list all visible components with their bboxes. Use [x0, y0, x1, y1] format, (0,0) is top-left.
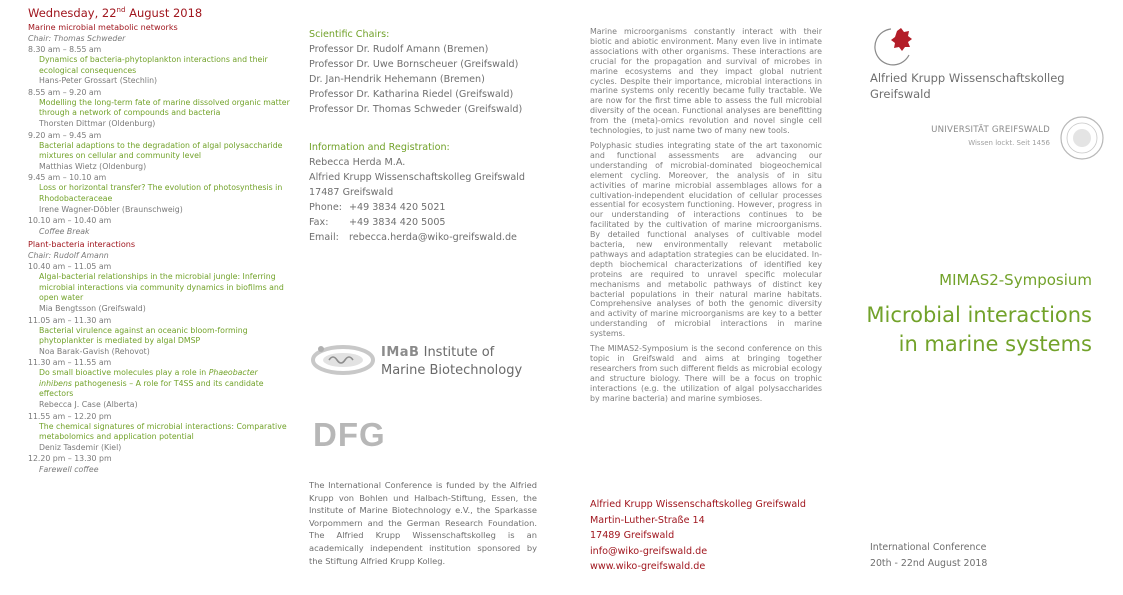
university-slogan: Wissen lockt. Seit 1456	[968, 139, 1050, 147]
talk-title: Modelling the long-term fate of marine dissolved organic matter through a network of compounds and bacteria	[39, 97, 290, 118]
talk-title: The chemical signatures of microbial interactions: Comparative metabolomics and application potential	[39, 421, 287, 442]
address-block	[590, 497, 806, 575]
cover-panel	[862, 0, 1102, 595]
talk-speaker: Hans-Peter Grossart (Stechlin)	[39, 76, 158, 86]
intro-panel	[590, 0, 822, 595]
talk-title: Do small bioactive molecules play a role in Phaeobacter inhibens pathogenesis – A role for T4SS and its candidate effectors	[39, 368, 264, 399]
talk-title: Loss or horizontal transfer? The evolution of photosynthesis in Rhodobacteraceae	[39, 183, 283, 203]
funding-text: The International Conference is funded by the Alfried Krupp von Bohlen und Halbach-Stiftung, Essen, the Institute of Marine Biotechnology e.V., the Sparkasse Vorpommern and the German Research Foundation. The Alfried Krupp Wissenschaftskolleg is an academically independent institution sponsored by the Stiftung Alfried Krupp Kolleg.	[309, 480, 537, 566]
registration-heading: Information and Registration:	[309, 142, 450, 153]
break-time: 10.10 am – 10.40 am	[28, 216, 112, 226]
imab-logo: IMaB Institute of Marine Biotechnology	[309, 340, 544, 390]
talk-time: 8.30 am – 8.55 am	[28, 45, 102, 54]
chair-name: Professor Dr. Rudolf Amann (Bremen)	[309, 44, 489, 55]
intro-paragraph: The MIMAS2-Symposium is the second conference on this topic in Greifswald and aims at bringing together researchers from such different fields as microbial ecology and structure biology. There will be a focus on trophic interactions (e.g. the utilization of algal polysaccharides by marine bacteria) and marine symbioses.	[590, 344, 822, 403]
chair-name: Professor Dr. Katharina Riedel (Greifswald)	[309, 89, 514, 100]
program-date: Wednesday, 22nd August 2018	[28, 6, 203, 20]
email-link[interactable]: rebecca.herda@wiko-greifswald.de	[349, 232, 517, 243]
session-chair: Chair: Rudolf Amann	[28, 251, 109, 261]
registration-block	[309, 140, 547, 245]
talk-speaker: Noa Barak-Gavish (Rehovot)	[39, 346, 150, 356]
chair-name: Professor Dr. Uwe Bornscheuer (Greifswald)	[309, 59, 519, 70]
end-time: 12.20 pm – 13.30 pm	[28, 454, 112, 464]
talk-speaker: Mia Bengtsson (Greifswald)	[39, 303, 146, 313]
scientific-chairs	[309, 27, 547, 117]
address-email-link[interactable]: info@wiko-greifswald.de	[590, 545, 708, 557]
symposium-name: MIMAS2-Symposium	[939, 271, 1092, 289]
address-org: Alfried Krupp Wissenschaftskolleg Greifswald	[590, 499, 806, 510]
talk-speaker: Irene Wagner-Döbler (Braunschweig)	[39, 204, 183, 214]
talk-time: 9.45 am – 10.10 am	[28, 173, 107, 183]
session-title: Plant-bacteria interactions	[28, 239, 136, 250]
talk-speaker: Deniz Tasdemir (Kiel)	[39, 442, 122, 452]
talk-time: 9.20 am – 9.45 am	[28, 130, 102, 140]
svg-text:DFG: DFG	[313, 418, 386, 450]
wiko-griffin-icon	[870, 25, 918, 67]
chair-name: Dr. Jan-Hendrik Hehemann (Bremen)	[309, 74, 485, 85]
university-name: UNIVERSITÄT GREIFSWALD	[931, 125, 1050, 135]
talk-time: 11.05 am – 11.30 am	[28, 315, 112, 325]
address-city: 17489 Greifswald	[590, 530, 675, 541]
talk-title: Bacterial adaptions to the degradation of algal polysaccharide mixtures on cellular and community level	[39, 140, 283, 161]
talk-title: Dynamics of bacteria-phytoplankton interactions and their ecological consequences	[39, 55, 268, 75]
university-logo	[912, 114, 1112, 158]
imab-emblem-icon	[309, 340, 377, 380]
registration-city: 17487 Greifswald	[309, 187, 394, 198]
university-seal-icon	[1058, 114, 1106, 162]
talk-title: Algal-bacterial relationships in the microbial jungle: Inferring microbial interactions via community dynamics in biofilms and open water	[39, 272, 284, 303]
talk-time: 11.55 am – 12.20 pm	[28, 411, 112, 421]
phone-row: Phone: +49 3834 420 5021	[309, 202, 446, 213]
dfg-logo	[313, 418, 403, 454]
chairs-heading: Scientific Chairs:	[309, 29, 390, 40]
dfg-logo-icon	[313, 418, 403, 450]
address-street: Martin-Luther-Straße 14	[590, 514, 705, 526]
talk-time: 11.30 am – 11.55 am	[28, 358, 112, 368]
fax-row: Fax: +49 3834 420 5005	[309, 217, 446, 228]
talk-speaker: Thorsten Dittmar (Oldenburg)	[39, 118, 156, 128]
session-title: Marine microbial metabolic networks	[28, 22, 178, 32]
info-panel	[309, 0, 547, 595]
talk-time: 10.40 am – 11.05 am	[28, 262, 112, 272]
talk-time: 8.55 am – 9.20 am	[28, 87, 102, 97]
intro-paragraph: Polyphasic studies integrating state of the art taxonomic and functional assessments are advancing our understanding of microbial-dominated biogeochemical element cycling. Moreover, the analysis of in situ activities of marine microbial assemblages allows for a cultivation-independent elucidation of cellular processes essential for ecosystem functioning. However, progress in our understanding of interactions continues to be facilitated by the cultivation of marine microorganisms. By detailed functional analyses of cultivable model bacteria, new environmentally relevant metabolic pathways and adaptation strategies can be elucidated. In-depth biochemical characterizations of identified key proteins are required to unravel specific molecular mechanisms and metabolic pathways of distinct key bacterial populations in their natural marine habitats. Comprehensive analyses of both the genomic diversity and activity of marine microorganisms are key to a better understanding of microbial interactions in marine systems.	[590, 140, 822, 339]
break-label: Coffee Break	[39, 227, 90, 237]
talk-speaker: Rebecca J. Case (Alberta)	[39, 400, 138, 410]
program-panel	[28, 0, 290, 595]
cover-title: Microbial interactions in marine systems	[866, 303, 1092, 356]
registration-contact: Rebecca Herda M.A.	[309, 157, 406, 168]
wiko-name: Alfried Krupp Wissenschaftskolleg Greifswald	[870, 71, 1065, 101]
conference-info: International Conference 20th - 22nd August 2018	[870, 542, 988, 569]
intro-paragraph: Marine microorganisms constantly interact with their biotic and abiotic environment. Many even live in intimate associations with other organisms. These interactions are crucial for the propagation and survival of microbes in marine ecosystems and they impact global nutrient cycles. Despite their importance, microbial interactions in marine systems only recently became fully tractable. We are now for the first time able to assess the full microbial diversity of the ocean. Functional analyses are benefitting from the (meta)-omics revolution and novel single cell technologies, to just name two of many new tools.	[590, 27, 822, 136]
talk-title: Bacterial virulence against an oceanic bloom-forming phytoplankter is mediated by algal DMSP	[39, 325, 248, 346]
address-website-link[interactable]: www.wiko-greifswald.de	[590, 561, 706, 572]
registration-org: Alfried Krupp Wissenschaftskolleg Greifswald	[309, 172, 525, 183]
email-row: Email: rebecca.herda@wiko-greifswald.de	[309, 232, 517, 243]
session-chair: Chair: Thomas Schweder	[28, 34, 126, 43]
end-label: Farewell coffee	[39, 465, 99, 475]
chair-name: Professor Dr. Thomas Schweder (Greifswald)	[309, 104, 523, 115]
talk-speaker: Matthias Wietz (Oldenburg)	[39, 161, 147, 171]
